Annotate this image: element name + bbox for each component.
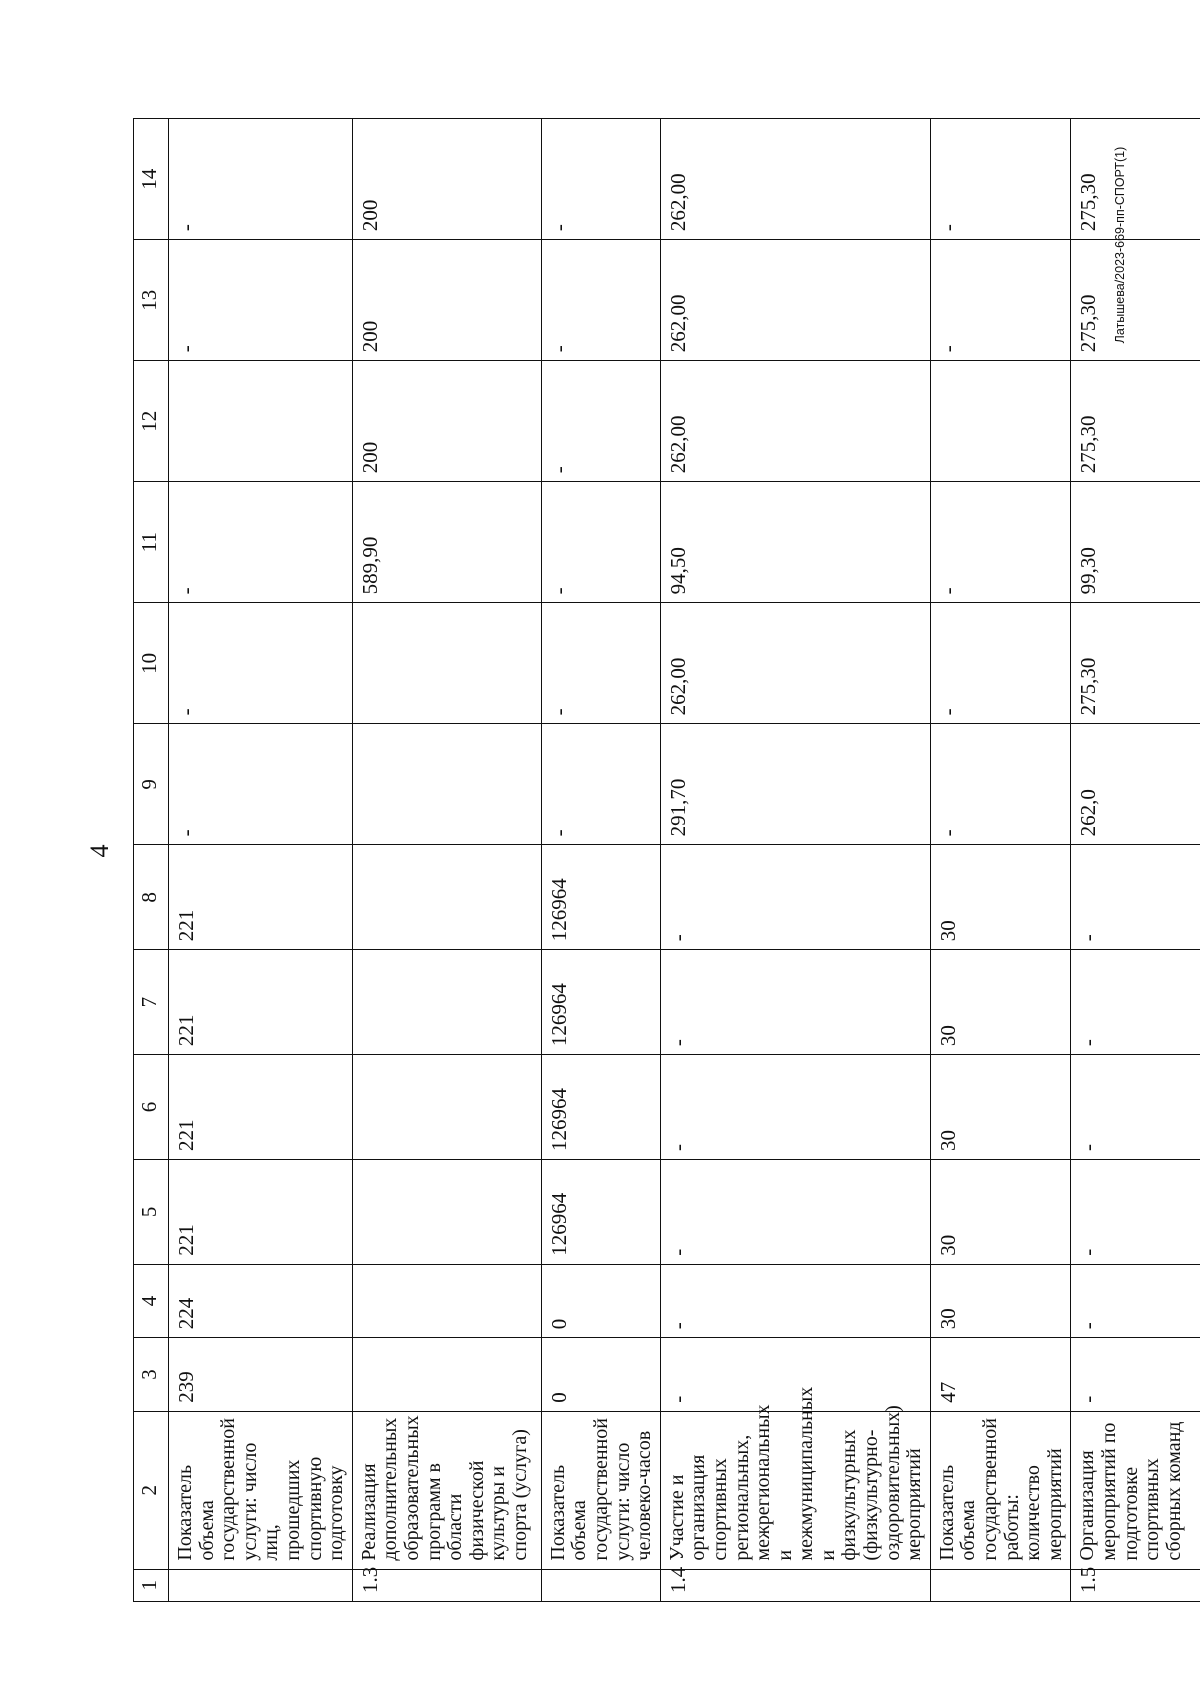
table-cell: - bbox=[660, 1159, 930, 1264]
table-cell: 275,30 bbox=[1071, 361, 1200, 482]
table-cell: 30 bbox=[930, 1055, 1071, 1160]
table-cell: 1.4 bbox=[660, 1569, 930, 1601]
table-cell: Реализация дополнительных образовательных программ в области физической культуры и спорта (услуга) bbox=[352, 1411, 541, 1569]
table-cell bbox=[352, 724, 541, 845]
table-cell: - bbox=[1071, 1055, 1200, 1160]
table-cell: 291,70 bbox=[660, 724, 930, 845]
table-cell: 221 bbox=[169, 845, 353, 950]
table-cell: 0 bbox=[541, 1264, 660, 1338]
table-cell: - bbox=[541, 724, 660, 845]
table-cell: 262,00 bbox=[660, 603, 930, 724]
col-header-14: 14 bbox=[134, 119, 169, 240]
col-header-10: 10 bbox=[134, 603, 169, 724]
table-cell: - bbox=[660, 1264, 930, 1338]
table-cell: 126964 bbox=[541, 845, 660, 950]
table-cell: 0 bbox=[541, 1338, 660, 1412]
table-cell: 239 bbox=[169, 1338, 353, 1412]
table-cell: 275,30 bbox=[1071, 119, 1200, 240]
table-cell: 126964 bbox=[541, 1159, 660, 1264]
table-cell: - bbox=[169, 603, 353, 724]
table-cell: 262,0 bbox=[1071, 724, 1200, 845]
table-cell: - bbox=[1071, 1159, 1200, 1264]
table-cell: Организация мероприятий по подготовке спортивных сборных команд bbox=[1071, 1411, 1200, 1569]
table-cell: 126964 bbox=[541, 950, 660, 1055]
col-header-5: 5 bbox=[134, 1159, 169, 1264]
table-cell: 30 bbox=[930, 950, 1071, 1055]
header-row bbox=[134, 119, 169, 1602]
table-row bbox=[541, 119, 660, 1602]
table-cell bbox=[352, 950, 541, 1055]
table-cell: 589,90 bbox=[352, 482, 541, 603]
col-header-1: 1 bbox=[134, 1569, 169, 1601]
table-cell: 221 bbox=[169, 1055, 353, 1160]
table-cell bbox=[169, 1569, 353, 1601]
table-cell: 126964 bbox=[541, 1055, 660, 1160]
table-cell: - bbox=[660, 845, 930, 950]
col-header-9: 9 bbox=[134, 724, 169, 845]
table-cell: - bbox=[1071, 950, 1200, 1055]
table-cell: - bbox=[930, 482, 1071, 603]
table-cell: 224 bbox=[169, 1264, 353, 1338]
table-cell: 99,30 bbox=[1071, 482, 1200, 603]
table-row bbox=[169, 119, 353, 1602]
table-cell: - bbox=[541, 361, 660, 482]
table-cell: 275,30 bbox=[1071, 603, 1200, 724]
table-cell: - bbox=[660, 950, 930, 1055]
table-cell: 1.5 bbox=[1071, 1569, 1200, 1601]
table-cell: Показатель объема государственной услуги: число лиц, прошедших спортивную подготовку bbox=[169, 1411, 353, 1569]
table-cell: Показатель объема государственной услуги: число человеко-часов bbox=[541, 1411, 660, 1569]
table-row bbox=[1071, 119, 1200, 1602]
col-header-11: 11 bbox=[134, 482, 169, 603]
table-cell: - bbox=[169, 119, 353, 240]
table-cell: 200 bbox=[352, 119, 541, 240]
table-cell: - bbox=[660, 1338, 930, 1412]
table-cell: 1.3 bbox=[352, 1569, 541, 1601]
table-cell: 221 bbox=[169, 950, 353, 1055]
table-cell bbox=[541, 1569, 660, 1601]
table-cell bbox=[352, 1338, 541, 1412]
table-row bbox=[352, 119, 541, 1602]
table-cell: - bbox=[660, 1055, 930, 1160]
table-cell: - bbox=[1071, 1264, 1200, 1338]
table-cell: - bbox=[541, 603, 660, 724]
table-cell: 262,00 bbox=[660, 119, 930, 240]
table-cell: 47 bbox=[930, 1338, 1071, 1412]
col-header-4: 4 bbox=[134, 1264, 169, 1338]
table-cell: 30 bbox=[930, 1264, 1071, 1338]
table-cell: - bbox=[1071, 845, 1200, 950]
table-cell bbox=[169, 361, 353, 482]
document-code: Латышева/2023-669-пп-СПОРТ(1) bbox=[1113, 146, 1127, 344]
col-header-8: 8 bbox=[134, 845, 169, 950]
table-cell: 275,30 bbox=[1071, 240, 1200, 361]
col-header-3: 3 bbox=[134, 1338, 169, 1412]
table-cell bbox=[352, 1159, 541, 1264]
table-cell bbox=[352, 845, 541, 950]
table-row bbox=[930, 119, 1071, 1602]
col-header-7: 7 bbox=[134, 950, 169, 1055]
table-row bbox=[660, 119, 930, 1602]
table-cell: Участие и организация спортивных региональных, межрегиональных и межмуниципальных и физкультурных (физкультурно-оздоровительных) мероприятий bbox=[660, 1411, 930, 1569]
table-cell: 30 bbox=[930, 1159, 1071, 1264]
table-cell: - bbox=[1071, 1338, 1200, 1412]
col-header-6: 6 bbox=[134, 1055, 169, 1160]
col-header-13: 13 bbox=[134, 240, 169, 361]
table-cell bbox=[352, 1055, 541, 1160]
table-cell: Показатель объема государственной работы: количество мероприятий bbox=[930, 1411, 1071, 1569]
table-cell: 200 bbox=[352, 240, 541, 361]
table-cell: 94,50 bbox=[660, 482, 930, 603]
table-cell: - bbox=[169, 724, 353, 845]
table-cell: - bbox=[930, 119, 1071, 240]
page-number: 4 bbox=[85, 844, 114, 858]
table-cell: - bbox=[930, 603, 1071, 724]
col-header-12: 12 bbox=[134, 361, 169, 482]
table-cell: 30 bbox=[930, 845, 1071, 950]
table-cell: - bbox=[930, 240, 1071, 361]
table-cell bbox=[352, 1264, 541, 1338]
table-cell: 262,00 bbox=[660, 240, 930, 361]
table-cell: - bbox=[169, 240, 353, 361]
table-cell bbox=[352, 603, 541, 724]
table-cell: 200 bbox=[352, 361, 541, 482]
table-cell: 262,00 bbox=[660, 361, 930, 482]
table-cell: 221 bbox=[169, 1159, 353, 1264]
table-cell: - bbox=[169, 482, 353, 603]
table-cell bbox=[930, 361, 1071, 482]
table-cell bbox=[930, 1569, 1071, 1601]
budget-table bbox=[133, 118, 1200, 1602]
table-cell: - bbox=[930, 724, 1071, 845]
table-cell: - bbox=[541, 482, 660, 603]
table-cell: - bbox=[541, 119, 660, 240]
table-cell: - bbox=[541, 240, 660, 361]
col-header-2: 2 bbox=[134, 1411, 169, 1569]
